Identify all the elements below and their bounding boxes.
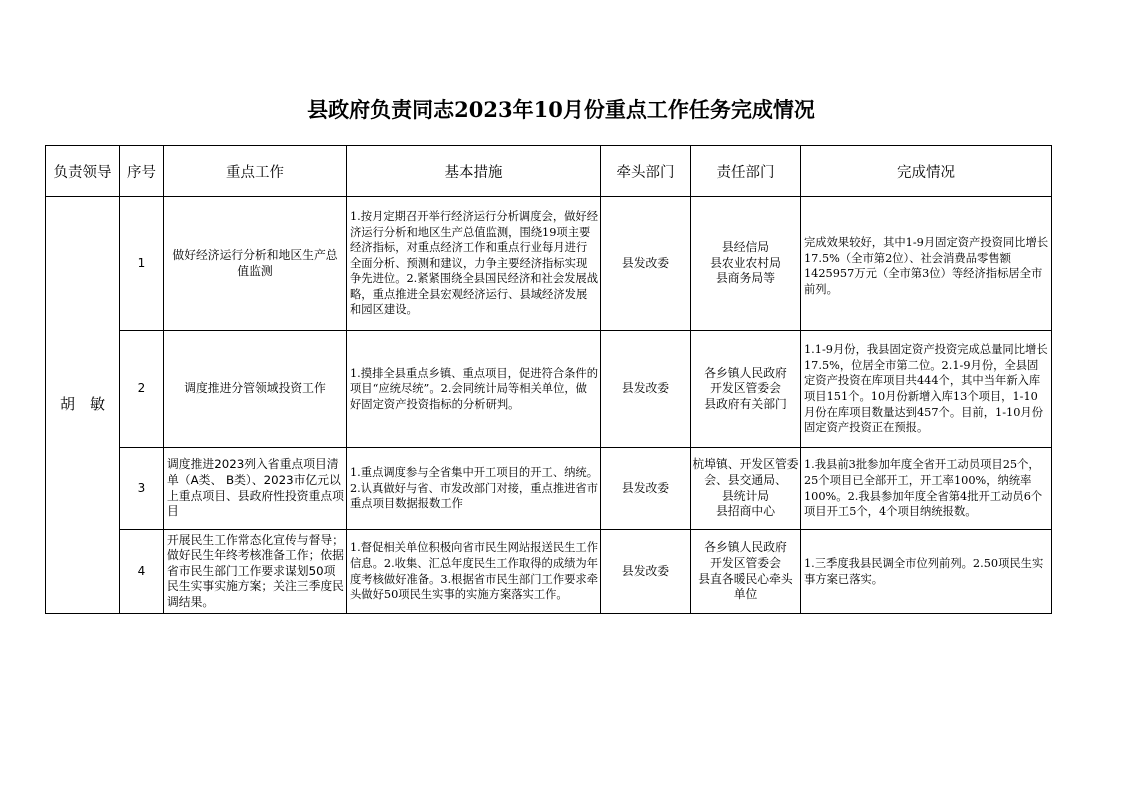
header-resp-dept: 责任部门 xyxy=(691,146,801,197)
resp-dept-line: 单位 xyxy=(733,587,758,602)
header-leader: 负责领导 xyxy=(46,146,120,197)
header-lead-dept: 牵头部门 xyxy=(601,146,691,197)
seq-cell: 2 xyxy=(120,331,164,448)
status-cell: 1.三季度我县民调全市位列前列。2.50项民生实事方案已落实。 xyxy=(801,530,1052,614)
table-header-row xyxy=(46,146,1052,197)
measures-cell: 1.按月定期召开举行经济运行分析调度会，做好经济运行分析和地区生产总值监测，围绕19项主要经济指标，对重点经济工作和重点行业每月进行全面分析、预测和建议，力争主要经济指标实现争先进位。2.紧紧围绕全县国民经济和社会发展战略，重点推进全县宏观经济运行、县域经济发展和园区建设。 xyxy=(347,197,601,331)
measures-cell: 1.重点调度参与全省集中开工项目的开工、纳统。2.认真做好与省、市发改部门对接，重点推进省市重点项目数据报数工作 xyxy=(347,448,601,530)
status-cell: 完成效果较好，其中1-9月固定资产投资同比增长17.5%（全市第2位）、社会消费品零售额1425957万元（全市第3位）等经济指标居全市前列。 xyxy=(801,197,1052,331)
header-measures: 基本措施 xyxy=(347,146,601,197)
resp-dept-line: 县政府有关部门 xyxy=(704,396,787,411)
resp-dept-line: 县农业农村局 xyxy=(710,255,781,270)
lead-dept-cell: 县发改委 xyxy=(601,331,691,448)
table-row xyxy=(46,448,1052,530)
resp-dept-line: 县直各暖民心牵头 xyxy=(698,571,793,586)
resp-dept-line: 县经信局 xyxy=(721,240,770,255)
resp-dept-line: 各乡镇人民政府 xyxy=(704,365,787,380)
lead-dept-cell: 县发改委 xyxy=(601,530,691,614)
resp-dept-line: 县统计局 xyxy=(721,488,770,503)
header-work: 重点工作 xyxy=(164,146,347,197)
header-status: 完成情况 xyxy=(801,146,1052,197)
resp-dept-cell xyxy=(691,448,801,530)
work-cell: 开展民生工作常态化宣传与督导；做好民生年终考核准备工作；依据省市民生部门工作要求谋划50项民生实事实施方案；关注三季度民调结果。 xyxy=(164,530,347,614)
resp-dept-cell xyxy=(691,331,801,448)
task-table xyxy=(45,145,1052,614)
resp-dept-line: 各乡镇人民政府 xyxy=(704,540,787,555)
work-cell: 调度推进分管领域投资工作 xyxy=(164,331,347,448)
table-row xyxy=(46,530,1052,614)
page-title: 县政府负责同志2023年10月份重点工作任务完成情况 xyxy=(307,97,815,122)
resp-dept-cell xyxy=(691,530,801,614)
resp-dept-line: 开发区管委会 xyxy=(710,381,781,396)
table-row xyxy=(46,197,1052,331)
seq-cell: 1 xyxy=(120,197,164,331)
seq-cell: 3 xyxy=(120,448,164,530)
work-cell: 做好经济运行分析和地区生产总值监测 xyxy=(164,197,347,331)
seq-cell: 4 xyxy=(120,530,164,614)
leader-cell: 胡 敏 xyxy=(46,197,120,614)
work-cell: 调度推进2023列入省重点项目清单（A类、 B类）、2023市亿元以上重点项目、县政府性投资重点项目 xyxy=(164,448,347,530)
header-seq: 序号 xyxy=(120,146,164,197)
status-cell: 1.1-9月份，我县固定资产投资完成总量同比增长17.5%，位居全市第二位。2.1-9月份，全县固定资产投资在库项目共444个，其中当年新入库项目151个。10月份新增入库13个项目，1-10月份在库项目数量达到457个。目前，1-10月份固定资产投资正在预报。 xyxy=(801,331,1052,448)
resp-dept-cell xyxy=(691,197,801,331)
measures-cell: 1.督促相关单位积极向省市民生网站报送民生工作信息。2.收集、汇总年度民生工作取得的成绩为年度考核做好准备。3.根据省市民生部门工作要求牵头做好50项民生实事的实施方案落实工作。 xyxy=(347,530,601,614)
resp-dept-line: 县招商中心 xyxy=(716,504,775,519)
measures-cell: 1.摸排全县重点乡镇、重点项目，促进符合条件的项目“应统尽统”。2.会同统计局等相关单位，做好固定资产投资指标的分析研判。 xyxy=(347,331,601,448)
resp-dept-line: 县商务局等 xyxy=(716,271,775,286)
resp-dept-line: 杭埠镇、开发区管委会、县交通局、 xyxy=(692,457,799,487)
resp-dept-line: 开发区管委会 xyxy=(710,555,781,570)
table-row xyxy=(46,331,1052,448)
lead-dept-cell: 县发改委 xyxy=(601,448,691,530)
status-cell: 1.我县前3批参加年度全省开工动员项目25个，25个项目已全部开工，开工率100%，纳统率100%。2.我县参加年度全省第4批开工动员6个项目开工5个，4个项目纳统报数。 xyxy=(801,448,1052,530)
lead-dept-cell: 县发改委 xyxy=(601,197,691,331)
